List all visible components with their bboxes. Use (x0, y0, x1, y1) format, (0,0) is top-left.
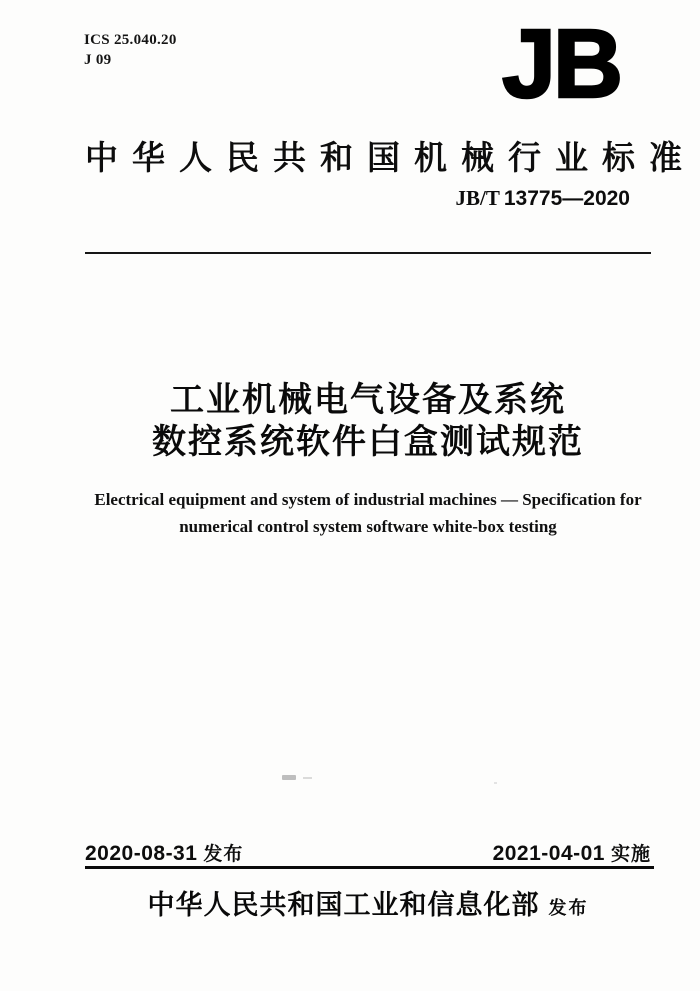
release-date-item (85, 839, 243, 866)
ics-code: ICS 25.040.20 (84, 32, 177, 48)
publisher-action: 发布 (548, 898, 589, 918)
classification-code: J 09 (84, 52, 112, 68)
scan-smudge (303, 777, 312, 779)
ics-codes (84, 30, 177, 70)
standard-number-prefix: JB/T (455, 186, 500, 210)
jb-standard-logo: JB (502, 9, 620, 118)
publisher-row (85, 883, 651, 922)
scan-smudge (282, 775, 296, 780)
implementation-date: 2021-04-01 (492, 842, 605, 865)
release-date: 2020-08-31 (85, 842, 198, 865)
standard-number (456, 186, 630, 211)
title-chinese-line1: 工业机械电气设备及系统 (170, 381, 566, 419)
implementation-label: 实施 (610, 844, 651, 865)
standard-number-value: 13775—2020 (503, 187, 630, 210)
scan-smudge (494, 782, 497, 784)
title-chinese (85, 379, 651, 463)
standard-category-heading: 中华人民共和国机械行业标准 (85, 139, 696, 176)
dates-row (85, 839, 651, 866)
header-divider-line (85, 252, 651, 254)
title-english-line1: Electrical equipment and system of industrial machines — Specification for (94, 490, 642, 509)
release-label: 发布 (203, 844, 244, 865)
implementation-date-item (493, 839, 651, 866)
title-english (60, 486, 676, 540)
title-english-line2: numerical control system software white-box testing (179, 517, 557, 536)
title-chinese-line2: 数控系统软件白盒测试规范 (152, 423, 584, 461)
publisher-name: 中华人民共和国工业和信息化部 (147, 890, 540, 920)
footer-divider-line (85, 866, 654, 869)
